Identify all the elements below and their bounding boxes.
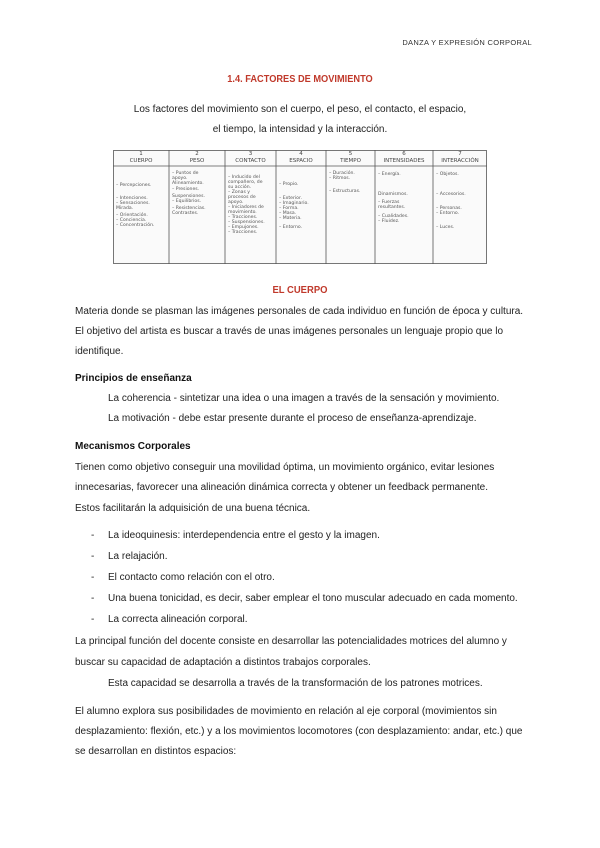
table-cell-item: Alineamiento. — [172, 181, 204, 186]
table-cell-item: – Zonas y — [228, 190, 251, 195]
column-title: INTENSIDADES — [383, 157, 425, 164]
table-cell-item: compañero, de — [228, 180, 263, 185]
table-column-header — [326, 151, 375, 164]
principios-heading: Principios de enseñanza — [75, 373, 192, 384]
table-cell-item: – Accesorios. — [436, 192, 466, 197]
table-cell-item: movimiento. — [228, 210, 257, 215]
factors-table — [113, 150, 487, 264]
alumno-paragraph-b: desplazamiento: flexión, etc.) y a los movimientos locomotores (con desplazamiento: andar, etc.) que — [75, 726, 523, 737]
docente-paragraph-b: buscar su capacidad de adaptación a distintos trabajos corporales. — [75, 657, 371, 668]
bullet-mark: - — [91, 530, 95, 541]
table-cell-item: – Fuerzas — [378, 200, 400, 205]
mecanismos-paragraph-1a: Tienen como objetivo conseguir una movilidad óptima, un movimiento orgánico, evitar lesiones — [75, 462, 495, 473]
column-title: PESO — [189, 157, 205, 164]
table-cell-item: – Percepciones. — [116, 183, 152, 188]
column-title: ESPACIO — [289, 157, 313, 164]
table-cell-item: – Empujones. — [228, 225, 259, 230]
table-cell-item: Contrastes. — [172, 211, 199, 216]
list-item: La ideoquinesis: interdependencia entre el gesto y la imagen. — [108, 530, 380, 541]
column-title: INTERACCIÓN — [441, 157, 479, 164]
column-number: 6 — [402, 151, 406, 157]
table-column-header — [169, 151, 225, 164]
table-cell-item: – Intenciones. — [116, 196, 148, 201]
table-cell-item: – Masa. — [279, 211, 297, 216]
table-cell-item: – Objetos. — [436, 172, 459, 177]
table-cell-item: – Personas. — [436, 206, 462, 211]
table-column-header — [433, 151, 487, 164]
table-cell-item: – Sensaciones. — [116, 201, 150, 206]
table-cell-item: Mirada. — [116, 206, 134, 211]
list-item: La correcta alineación corporal. — [108, 614, 248, 625]
capacidad-paragraph: Esta capacidad se desarrolla a través de la transformación de los patrones motrices. — [108, 678, 483, 689]
table-cell-item: – Imaginario. — [279, 201, 309, 206]
alumno-paragraph-a: El alumno explora sus posibilidades de movimiento en relación al eje corporal (movimientos sin — [75, 706, 497, 717]
column-number: 3 — [248, 151, 253, 157]
table-cell-item: – Entorno. — [436, 211, 460, 216]
column-title: CONTACTO — [235, 157, 266, 164]
column-title: TIEMPO — [340, 157, 361, 164]
table-cell-item: – Equilibrios. — [172, 199, 202, 204]
column-number: 2 — [195, 151, 199, 157]
table-cell-item: Dinamismos. — [378, 192, 408, 197]
table-cell-item: – Presiones. — [172, 187, 200, 192]
table-cell-item: – Inducido del — [228, 175, 260, 180]
table-cell-item: – Resistencias. — [172, 206, 206, 211]
section-title: 1.4. FACTORES DE MOVIMIENTO — [227, 73, 373, 85]
cuerpo-paragraph-2a: El objetivo del artista es buscar a través de unas imágenes personales un lenguaje propio que lo — [75, 326, 504, 337]
table-grid — [113, 150, 487, 264]
column-number: 7 — [458, 151, 462, 157]
table-cell-item: – Propio. — [279, 182, 299, 187]
table-cell-item: apoyo. — [228, 200, 244, 205]
bullet-mark: - — [91, 572, 95, 583]
running-header: DANZA Y EXPRESIÓN CORPORAL — [402, 38, 532, 47]
table-cell-item: apoyo. — [172, 176, 188, 181]
principio-motivacion: La motivación - debe estar presente durante el proceso de enseñanza-aprendizaje. — [108, 413, 477, 424]
table-cell-item: – Tracciones. — [228, 230, 258, 235]
table-cell-item: – Orientación. — [116, 213, 148, 218]
table-cell-item: – Duración. — [329, 171, 355, 176]
bullet-mark: - — [91, 614, 95, 625]
docente-paragraph-a: La principal función del docente consiste en desarrollar las potencialidades motrices del alumno y — [75, 636, 507, 647]
table-cell-item: Suspensiones. — [172, 194, 205, 199]
table-cell-item: – Concentración. — [116, 223, 155, 228]
table-column-header — [113, 151, 169, 164]
column-number: 5 — [348, 151, 353, 157]
cuerpo-paragraph-2b: identifique. — [75, 346, 124, 357]
table-cell-item: – Ritmos. — [329, 176, 351, 181]
table-cell-item: – Conciencia. — [116, 218, 147, 223]
table-cell-item: – Puntos de — [172, 171, 199, 176]
table-column-header — [225, 151, 276, 164]
table-cell-item: su acción. — [228, 185, 252, 190]
table-cell-item: – Suspensiones. — [228, 220, 265, 225]
table-cell-item: – Tracciones. — [228, 215, 258, 220]
principio-coherencia: La coherencia - sintetizar una idea o una imagen a través de la sensación y movimiento. — [108, 393, 500, 404]
cuerpo-paragraph-1: Materia donde se plasman las imágenes personales de cada individuo en función de época y cultura. — [75, 306, 524, 317]
table-column-header — [276, 151, 326, 164]
table-column-header — [375, 151, 433, 164]
table-cell-item: – Luces. — [436, 225, 455, 230]
table-cell-item: – Estructuras. — [329, 189, 361, 194]
mecanismos-paragraph-2: Estos facilitarán la adquisición de una buena técnica. — [75, 503, 311, 514]
table-cell-item: resultantes. — [378, 205, 406, 210]
alumno-paragraph-c: se desarrollan en distintos espacios: — [75, 746, 237, 757]
list-item: La relajación. — [108, 551, 168, 562]
table-cell-item: – Materia. — [279, 216, 302, 221]
list-item: Una buena tonicidad, es decir, saber emplear el tono muscular adecuado en cada momento. — [108, 593, 518, 604]
intro-line-1: Los factores del movimiento son el cuerpo, el peso, el contacto, el espacio, — [133, 104, 467, 115]
bullet-mark: - — [91, 593, 95, 604]
column-number: 1 — [139, 151, 143, 157]
subsection-title-cuerpo: EL CUERPO — [272, 284, 328, 296]
list-item: El contacto como relación con el otro. — [108, 572, 275, 583]
table-cell-item: – Iniciadores de — [228, 205, 264, 210]
table-cell-item: – Energía. — [378, 172, 401, 177]
mecanismos-heading: Mecanismos Corporales — [75, 441, 191, 452]
table-cell-item: – Entorno. — [279, 225, 303, 230]
bullet-mark: - — [91, 551, 95, 562]
intro-line-2: el tiempo, la intensidad y la interacción. — [212, 124, 388, 135]
table-cell-item: – Cualidades. — [378, 214, 409, 219]
table-cell-item: – Forma. — [279, 206, 299, 211]
column-title: CUERPO — [129, 157, 153, 164]
column-number: 4 — [299, 151, 303, 157]
mecanismos-paragraph-1b: innecesarias, favorecer una alineación dinámica correcta y obtener un feedback permanente. — [75, 482, 489, 493]
table-cell-item: – Fluidez. — [378, 219, 400, 224]
table-cell-item: procesos de — [228, 195, 256, 200]
table-cell-item: – Exterior. — [279, 196, 302, 201]
